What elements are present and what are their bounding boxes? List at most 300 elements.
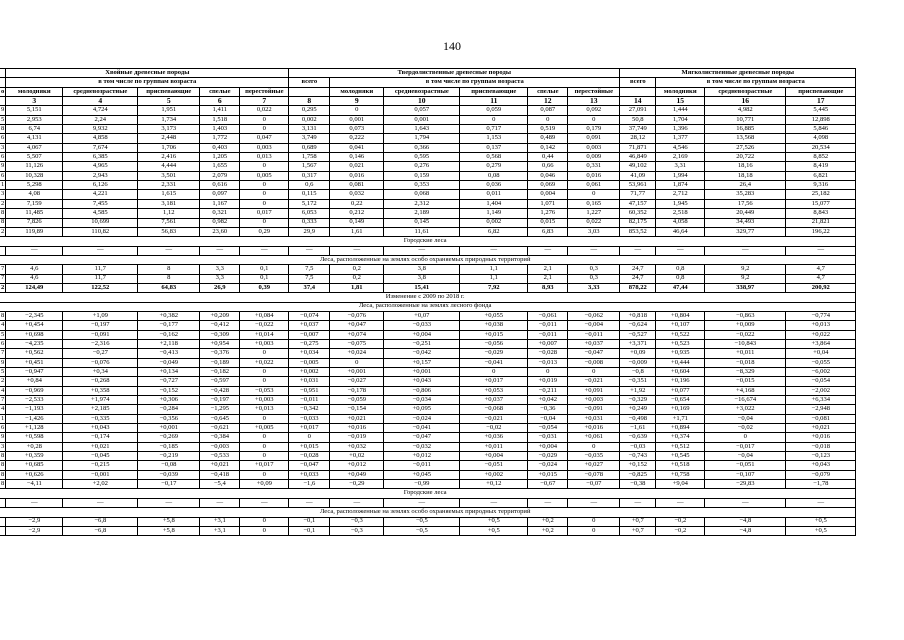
table-cell: 0,519: [528, 125, 568, 134]
table-cell: +0,007: [528, 339, 568, 348]
table-cell: −0,081: [786, 414, 856, 423]
table-cell: −0,068: [460, 405, 528, 414]
table-row: [0, 339, 856, 348]
table-cell: +0,451: [6, 358, 63, 367]
table-row: [0, 405, 856, 414]
table-cell: −0,055: [786, 358, 856, 367]
table-cell: молодняки: [330, 87, 384, 96]
table-cell: +0,012: [330, 461, 384, 470]
table-cell: 0: [240, 433, 289, 442]
table-cell: −0,033: [289, 414, 330, 423]
table-cell: 4,131: [6, 134, 63, 143]
table-cell: +0,196: [656, 377, 705, 386]
table-cell: 0,081: [330, 181, 384, 190]
table-cell: 0,091: [568, 134, 620, 143]
table-cell: −0,351: [620, 377, 656, 386]
table-cell: 4,982: [705, 106, 786, 115]
table-cell: —: [289, 246, 330, 255]
table-cell: 15,41: [384, 283, 460, 292]
table-cell: +0,091: [568, 386, 620, 395]
table-cell: 0: [240, 162, 289, 171]
table-cell: +0,209: [200, 311, 240, 320]
table-cell: 1,411: [200, 106, 240, 115]
table-cell: 4,6: [6, 274, 63, 283]
table-cell: 1,153: [460, 134, 528, 143]
table-cell: −0,011: [528, 321, 568, 330]
table-cell: 7,561: [138, 218, 200, 227]
table-cell: −0,029: [528, 452, 568, 461]
table-cell: 1,377: [656, 134, 705, 143]
table-cell: +0,523: [656, 339, 705, 348]
table-cell: 6,053: [289, 209, 330, 218]
table-cell: −0,054: [528, 424, 568, 433]
table-cell: −0,091: [568, 405, 620, 414]
table-cell: −0,04: [528, 414, 568, 423]
table-cell: —: [460, 498, 528, 507]
table-cell: 14: [620, 97, 656, 106]
table-cell: 0,004: [528, 190, 568, 199]
table-cell: +0,954: [200, 339, 240, 348]
table-cell: 3,8: [384, 274, 460, 283]
table-cell: 7: [1, 265, 5, 273]
table-cell: 0,8: [656, 274, 705, 283]
table-cell: 10,771: [705, 115, 786, 124]
table-cell: 1,276: [528, 209, 568, 218]
table-cell: 8: [1, 218, 5, 226]
table-cell: 1,518: [200, 115, 240, 124]
table-cell: +0,021: [330, 414, 384, 423]
table-cell: +0,7: [620, 526, 656, 535]
table-cell: 0: [330, 106, 384, 115]
table-cell: −0,051: [460, 461, 528, 470]
table-cell: 5,151: [6, 106, 63, 115]
table-cell: −0,356: [138, 414, 200, 423]
table-cell: 7,92: [460, 283, 528, 292]
table-row: [0, 461, 856, 470]
table-cell: +0,758: [656, 470, 705, 479]
table-cell: 0,036: [460, 181, 528, 190]
table-cell: 0,1: [240, 265, 289, 274]
table-cell: —: [656, 246, 705, 255]
table-cell: 3,501: [138, 171, 200, 180]
header-conifers: Хвойные древесные породы: [6, 69, 289, 78]
table-cell: +0,454: [6, 321, 63, 330]
table-cell: —: [240, 246, 289, 255]
table-cell: −0,1: [289, 526, 330, 535]
table-cell: +0,047: [330, 321, 384, 330]
table-cell: +1,71: [656, 414, 705, 423]
table-body: [0, 69, 856, 536]
table-cell: −2,948: [786, 405, 856, 414]
table-cell: —: [384, 498, 460, 507]
table-cell: приспевающие: [138, 87, 200, 96]
table-cell: +0,698: [6, 330, 63, 339]
table-cell: −0,039: [138, 470, 200, 479]
table-cell: —: [705, 498, 786, 507]
table-cell: +0,017: [289, 424, 330, 433]
table-cell: 0,317: [289, 171, 330, 180]
table-cell: 8: [138, 274, 200, 283]
table-cell: +0,545: [656, 452, 705, 461]
section-title-protected-areas: Леса, расположенные на землях особо охраняемых природных территорий: [0, 255, 856, 264]
table-cell: 16,885: [705, 125, 786, 134]
table-cell: 1,404: [460, 199, 528, 208]
table-cell: 37,4: [289, 283, 330, 292]
table-cell: 0,115: [289, 190, 330, 199]
table-cell: 0,8: [656, 265, 705, 274]
table-cell: +0,021: [63, 442, 138, 451]
table-cell: 0: [568, 517, 620, 526]
table-cell: 8: [1, 311, 5, 319]
table-cell: —: [63, 498, 138, 507]
table-cell: −0,02: [705, 424, 786, 433]
table-cell: 82,175: [620, 218, 656, 227]
table-cell: +0,037: [289, 321, 330, 330]
table-cell: −0,022: [705, 330, 786, 339]
table-cell: 20,449: [705, 209, 786, 218]
table-cell: +0,604: [656, 368, 705, 377]
table-cell: −0,041: [460, 358, 528, 367]
table-cell: 0,222: [330, 134, 384, 143]
table-cell: +1,128: [6, 424, 63, 433]
table-cell: 9: [1, 358, 5, 366]
table-cell: −0,185: [138, 442, 200, 451]
table-cell: 9: [330, 97, 384, 106]
table-cell: 35,283: [705, 190, 786, 199]
table-cell: 1,1: [460, 265, 528, 274]
table-cell: 3,33: [568, 283, 620, 292]
table-cell: +3,022: [705, 405, 786, 414]
table-cell: +0,157: [384, 358, 460, 367]
table-row: [0, 442, 856, 451]
table-cell: 2: [1, 199, 5, 207]
table-cell: −0,005: [289, 358, 330, 367]
table-cell: 0: [568, 368, 620, 377]
table-cell: —: [6, 498, 63, 507]
table-cell: 1,444: [656, 106, 705, 115]
table-cell: −0,639: [620, 433, 656, 442]
table-cell: 6: [1, 152, 5, 160]
header-row-subgroups: [0, 78, 856, 87]
table-cell: +1,974: [63, 396, 138, 405]
table-cell: 7,159: [6, 199, 63, 208]
table-cell: +0,095: [384, 405, 460, 414]
table-cell: +0,34: [63, 368, 138, 377]
table-cell: [289, 87, 330, 96]
table-cell: +2,185: [63, 405, 138, 414]
table-row: [0, 517, 856, 526]
table-cell: −0,219: [138, 452, 200, 461]
table-row: [0, 115, 856, 124]
table-cell: +0,5: [460, 517, 528, 526]
table-cell: +0,016: [786, 433, 856, 442]
table-row: [0, 181, 856, 190]
table-cell: 0,001: [330, 115, 384, 124]
table-cell: 5: [1, 115, 5, 123]
table-cell: 3: [6, 97, 63, 106]
table-cell: +0,021: [786, 424, 856, 433]
table-cell: —: [656, 498, 705, 507]
table-cell: 4,7: [786, 274, 856, 283]
table-cell: 1,567: [289, 162, 330, 171]
table-cell: 1,81: [330, 283, 384, 292]
table-cell: —: [330, 246, 384, 255]
table-cell: 329,77: [705, 227, 786, 236]
table-cell: 0,013: [240, 153, 289, 162]
table-row: [0, 396, 856, 405]
table-cell: 0: [240, 115, 289, 124]
table-cell: 0,2: [330, 274, 384, 283]
section-title-change: Изменение с 2009 по 2018 г.: [0, 293, 856, 302]
table-cell: 0: [240, 181, 289, 190]
table-cell: +3,1: [200, 517, 240, 526]
table-row: [0, 134, 856, 143]
table-cell: средневозрастные: [384, 87, 460, 96]
table-cell: 37,749: [620, 125, 656, 134]
table-cell: 0,1: [240, 274, 289, 283]
table-cell: 2,312: [384, 199, 460, 208]
table-cell: −0,017: [705, 442, 786, 451]
header-row-groups: [0, 69, 856, 78]
table-cell: −2,9: [6, 517, 63, 526]
table-cell: −2,002: [786, 386, 856, 395]
table-cell: 0: [528, 115, 568, 124]
table-cell: −0,054: [786, 377, 856, 386]
table-row: [0, 368, 856, 377]
section-title-city-forests: Городские леса: [0, 489, 856, 498]
table-cell: −0,024: [528, 461, 568, 470]
table-cell: 0,142: [528, 143, 568, 152]
table-cell: +0,017: [460, 377, 528, 386]
table-cell: 0,179: [568, 125, 620, 134]
table-cell: 0,366: [384, 143, 460, 152]
table-cell: 0,44: [528, 153, 568, 162]
table-cell: 0,032: [330, 190, 384, 199]
table-row: [0, 106, 856, 115]
table-cell: 0,005: [240, 171, 289, 180]
table-cell: 20,722: [705, 153, 786, 162]
table-cell: 0: [240, 125, 289, 134]
table-cell: +0,053: [460, 386, 528, 395]
table-cell: 0: [460, 115, 528, 124]
table-cell: 8: [289, 97, 330, 106]
table-cell: 110,82: [63, 227, 138, 236]
table-cell: −0,031: [528, 433, 568, 442]
table-row: [0, 311, 856, 320]
table-cell: 2,518: [656, 209, 705, 218]
table-cell: +0,84: [6, 377, 63, 386]
table-cell: 0: [240, 517, 289, 526]
table-cell: 0,165: [568, 199, 620, 208]
table-cell: −0,863: [705, 311, 786, 320]
table-cell: —: [240, 498, 289, 507]
table-cell: 0,009: [568, 153, 620, 162]
table-cell: 24,7: [620, 265, 656, 274]
table-row: [0, 452, 856, 461]
table-cell: 1,874: [656, 181, 705, 190]
table-cell: 3,3: [200, 265, 240, 274]
table-cell: 3,3: [200, 274, 240, 283]
table-cell: 2,712: [656, 190, 705, 199]
section-row: [0, 489, 856, 498]
table-cell: средневозрастные: [63, 87, 138, 96]
table-cell: 1,227: [568, 209, 620, 218]
table-cell: 4,585: [63, 209, 138, 218]
table-cell: 34,493: [705, 218, 786, 227]
table-cell: —: [620, 246, 656, 255]
table-cell: +5,8: [138, 526, 200, 535]
table-cell: 0: [240, 199, 289, 208]
table-cell: −0,342: [289, 405, 330, 414]
table-row: [0, 209, 856, 218]
table-cell: +0,249: [620, 405, 656, 414]
header-age-groups-c: в том числе по группам возраста: [656, 78, 856, 87]
table-cell: 0,66: [528, 162, 568, 171]
table-cell: −0,597: [200, 377, 240, 386]
table-cell: +0,09: [240, 480, 289, 489]
table-cell: 1: [1, 181, 5, 188]
table-cell: −2,533: [6, 396, 63, 405]
table-cell: 1,945: [656, 199, 705, 208]
table-cell: −0,008: [568, 358, 620, 367]
table-cell: 1,149: [460, 209, 528, 218]
table-cell: −0,284: [138, 405, 200, 414]
table-cell: 8,843: [786, 209, 856, 218]
table-cell: 1,396: [656, 125, 705, 134]
table-cell: 5,507: [6, 153, 63, 162]
table-cell: −0,056: [460, 339, 528, 348]
table-cell: —: [330, 498, 384, 507]
table-cell: 0: [568, 190, 620, 199]
table-cell: 1,706: [138, 143, 200, 152]
table-cell: приспевающие: [460, 87, 528, 96]
table-cell: +0,016: [330, 424, 384, 433]
table-cell: +0,043: [63, 424, 138, 433]
table-cell: +0,031: [568, 414, 620, 423]
table-cell: 26,9: [200, 283, 240, 292]
table-cell: перестойные: [240, 87, 289, 96]
table-cell: 0,145: [384, 218, 460, 227]
table-cell: 0,295: [289, 106, 330, 115]
table-cell: 6: [1, 339, 5, 347]
table-cell: 196,22: [786, 227, 856, 236]
table-cell: 29,9: [289, 227, 330, 236]
table-cell: +0,061: [568, 433, 620, 442]
table-cell: 0,057: [384, 106, 460, 115]
table-cell: +0,518: [656, 461, 705, 470]
table-cell: −0,197: [200, 396, 240, 405]
table-cell: —: [786, 498, 856, 507]
table-cell: −0,035: [568, 452, 620, 461]
table-cell: 2,416: [138, 153, 200, 162]
table-cell: 41,09: [620, 171, 656, 180]
table-cell: +0,358: [63, 386, 138, 395]
table-cell: +1,92: [620, 386, 656, 395]
table-row: [0, 218, 856, 227]
table-cell: 0,059: [460, 106, 528, 115]
table-cell: 71,77: [620, 190, 656, 199]
table-cell: 24,7: [620, 274, 656, 283]
table-cell: 2,079: [200, 171, 240, 180]
table-cell: +0,5: [786, 526, 856, 535]
table-cell: 1,994: [656, 171, 705, 180]
table-cell: −0,027: [330, 377, 384, 386]
table-cell: 0: [240, 414, 289, 423]
table-cell: +0,022: [786, 330, 856, 339]
table-cell: 0,331: [568, 162, 620, 171]
table-cell: 64,83: [138, 283, 200, 292]
table-cell: 200,92: [786, 283, 856, 292]
table-cell: 17: [786, 97, 856, 106]
table-cell: 3,749: [289, 134, 330, 143]
table-cell: спелые: [200, 87, 240, 96]
table-cell: +0,012: [384, 452, 460, 461]
table-cell: −0,645: [200, 414, 240, 423]
table-cell: —: [6, 246, 63, 255]
table-cell: −0,969: [6, 386, 63, 395]
table-cell: −0,047: [289, 461, 330, 470]
table-cell: −0,178: [330, 386, 384, 395]
table-cell: молодняки: [6, 87, 63, 96]
table-cell: 0,568: [460, 153, 528, 162]
section-title-protected-areas: Леса, расположенные на землях особо охраняемых природных территорий: [0, 508, 856, 517]
table-cell: −1,295: [200, 405, 240, 414]
table-cell: +0,013: [786, 321, 856, 330]
table-cell: 0: [240, 368, 289, 377]
table-cell: 1,704: [656, 115, 705, 124]
table-cell: —: [200, 498, 240, 507]
table-cell: −2,316: [63, 339, 138, 348]
table-cell: 0,403: [200, 143, 240, 152]
table-cell: −0,028: [289, 452, 330, 461]
table-cell: 0,489: [528, 134, 568, 143]
table-cell: +0,038: [460, 321, 528, 330]
table-cell: 0: [460, 368, 528, 377]
table-cell: −0,009: [620, 358, 656, 367]
table-cell: −1,193: [6, 405, 63, 414]
table-cell: 7,5: [289, 265, 330, 274]
table-cell: 0,616: [200, 181, 240, 190]
table-cell: 46,64: [656, 227, 705, 236]
table-cell: 0,015: [528, 218, 568, 227]
table-cell: −0,015: [705, 377, 786, 386]
table-cell: 4: [1, 321, 5, 329]
header-row-age-names: [0, 87, 856, 96]
table-cell: −0,99: [384, 480, 460, 489]
table-cell: 124,49: [6, 283, 63, 292]
table-cell: 0: [568, 115, 620, 124]
table-cell: +0,004: [460, 452, 528, 461]
table-cell: 0,29: [240, 227, 289, 236]
table-cell: 0,6: [289, 181, 330, 190]
table-cell: 4,546: [656, 143, 705, 152]
table-cell: +0,359: [6, 452, 63, 461]
table-cell: −0,621: [200, 424, 240, 433]
table-cell: −0,3: [330, 517, 384, 526]
table-cell: −16,674: [705, 396, 786, 405]
table-cell: +0,169: [656, 405, 705, 414]
table-cell: −0,654: [656, 396, 705, 405]
table-row: [0, 265, 856, 274]
table-cell: +0,034: [289, 349, 330, 358]
table-cell: +0,626: [6, 470, 63, 479]
table-cell: +0,014: [240, 330, 289, 339]
table-cell: +0,134: [138, 368, 200, 377]
forest-stock-table: [0, 68, 856, 536]
table-cell: 2,943: [63, 171, 138, 180]
table-cell: −0,162: [138, 330, 200, 339]
table-cell: +0,12: [460, 480, 528, 489]
